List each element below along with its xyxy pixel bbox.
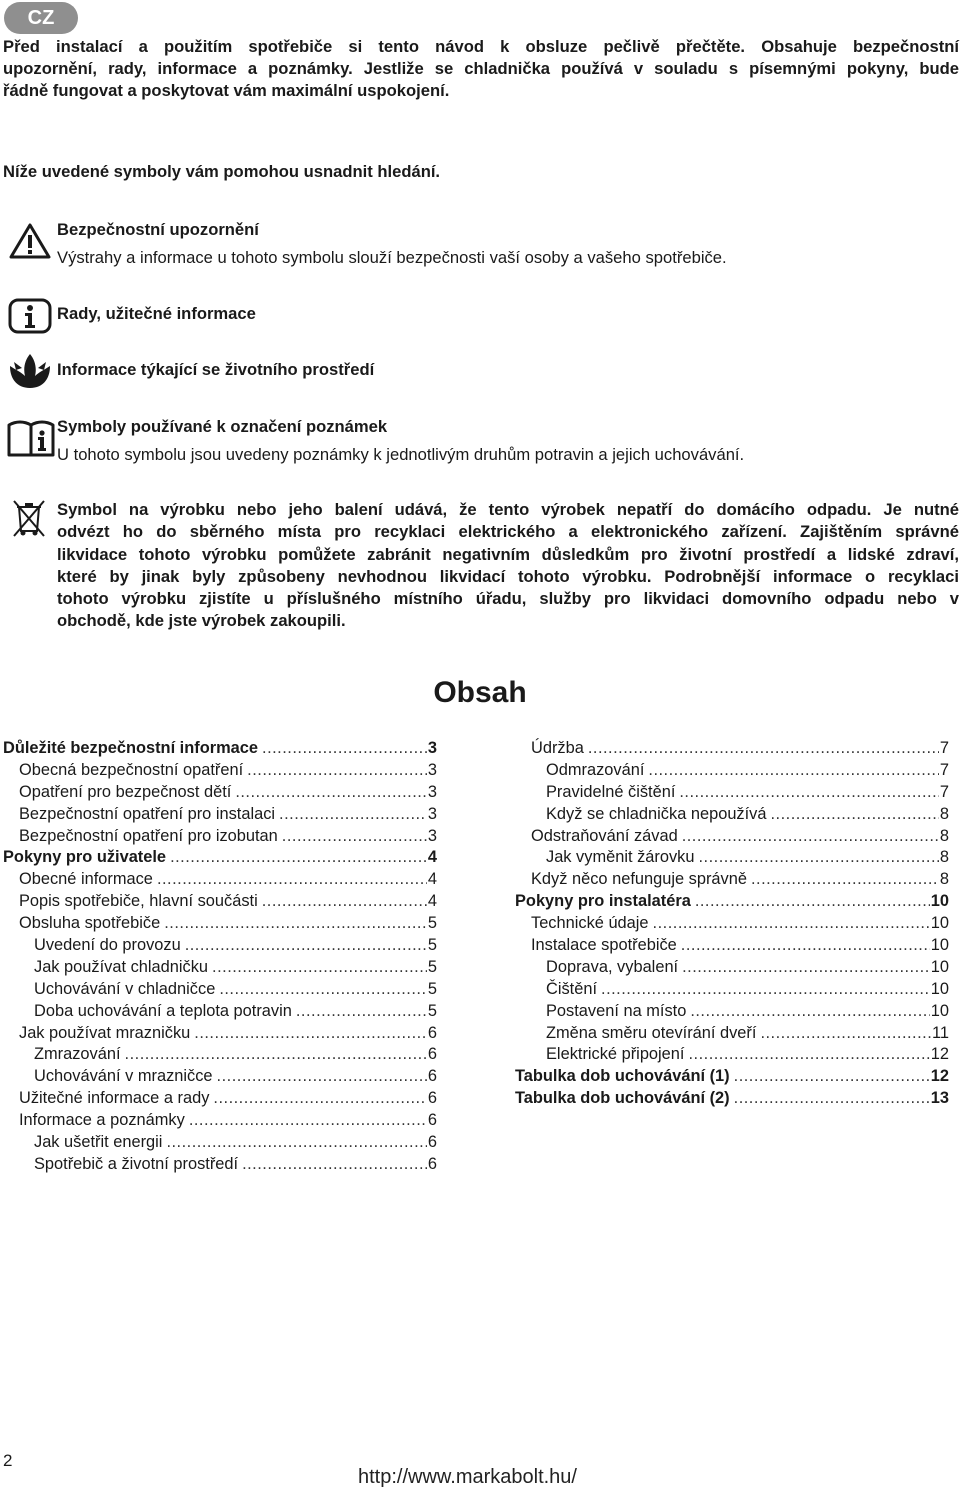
- toc-dot-leader: [166, 1132, 426, 1154]
- toc-entry-label: Změna směru otevírání dveří: [546, 1023, 757, 1042]
- toc-entry-label: Jak používat chladničku: [34, 957, 209, 976]
- toc-entry[interactable]: [515, 891, 949, 913]
- toc-entry-page: 6: [427, 1154, 437, 1173]
- notes-heading: Symboly používané k označení poznámek: [57, 417, 388, 436]
- intro-line: Před instalací a použitím spotřebiče si tento návod k obsluze pečlivě přečtěte. Obsahuje bezpečnostní: [3, 37, 959, 56]
- toc-entry-page: 3: [427, 782, 437, 801]
- toc-entry-label: Opatření pro bezpečnost dětí: [19, 782, 232, 801]
- toc-entry-label: Popis spotřebiče, hlavní součásti: [19, 892, 258, 911]
- toc-entry-page: 3: [427, 739, 437, 757]
- warning-text: Výstrahy a informace u tohoto symbolu slouží bezpečnosti vaší osoby a vašeho spotřebiče.: [57, 248, 727, 267]
- info-icon: [8, 298, 52, 334]
- toc-dot-leader: [282, 826, 427, 848]
- toc-entry-page: 7: [939, 739, 949, 757]
- toc-dot-leader: [601, 979, 930, 1001]
- toc-entry[interactable]: [515, 979, 949, 1001]
- toc-entry[interactable]: [3, 804, 437, 826]
- toc-entry-label: Jak používat mrazničku: [19, 1023, 191, 1042]
- toc-entry-label: Spotřebič a životní prostředí: [34, 1154, 239, 1173]
- intro-line: upozornění, rady, informace a poznámky. Jestliže se chladnička používá v souladu s písemnými pokyny, bude: [3, 59, 959, 78]
- toc-entry[interactable]: [3, 1001, 437, 1023]
- toc-entry[interactable]: [3, 1132, 437, 1154]
- toc-entry[interactable]: [515, 760, 949, 782]
- toc-entry-label: Tabulka dob uchovávání (2): [515, 1089, 730, 1108]
- toc-dot-leader: [213, 1088, 426, 1110]
- toc-entry-page: 3: [427, 804, 437, 823]
- toc-dot-leader: [296, 1001, 427, 1023]
- notes-text: U tohoto symbolu jsou uvedeny poznámky k jednotlivým druhům potravin a jejich uchovávání.: [57, 445, 745, 464]
- toc-dot-leader: [682, 826, 939, 848]
- toc-dot-leader: [695, 891, 930, 913]
- toc-entry-label: Uvedení do provozu: [34, 936, 181, 955]
- warning-heading: Bezpečnostní upozornění: [57, 220, 259, 239]
- toc-entry-page: 6: [427, 1045, 437, 1064]
- toc-entry-label: Instalace spotřebiče: [531, 936, 677, 955]
- weee-line: tohoto výrobku zjistíte u příslušného místního úřadu, služby pro likvidaci domovního odpadu nebo v: [57, 589, 959, 609]
- toc-dot-leader: [751, 869, 939, 891]
- toc-entry[interactable]: [3, 738, 437, 760]
- toc-entry-page: 8: [939, 848, 949, 867]
- toc-dot-leader: [170, 847, 427, 869]
- toc-entry-label: Technické údaje: [531, 914, 649, 933]
- toc-dot-leader: [262, 891, 427, 913]
- toc-entry-label: Zmrazování: [34, 1045, 121, 1064]
- toc-entry[interactable]: [515, 935, 949, 957]
- toc-dot-leader: [760, 1023, 931, 1045]
- weee-line: odvézt ho do sběrného místa pro recyklaci elektrického a elektronického zařízení. Zajištěním správné: [57, 522, 959, 542]
- toc-entry-page: 4: [427, 848, 437, 867]
- environment-leaf-icon: [8, 352, 52, 390]
- toc-dot-leader: [189, 1110, 427, 1132]
- toc-entry[interactable]: [3, 869, 437, 891]
- page-number: 2: [3, 1451, 13, 1470]
- toc-entry[interactable]: [515, 804, 949, 826]
- toc-entry[interactable]: [3, 782, 437, 804]
- toc-entry-page: 6: [427, 1023, 437, 1042]
- toc-dot-leader: [681, 935, 930, 957]
- toc-entry-label: Tabulka dob uchovávání (1): [515, 1067, 730, 1086]
- toc-title: Obsah: [433, 676, 527, 709]
- toc-entry-page: 12: [930, 1067, 949, 1086]
- toc-dot-leader: [279, 804, 427, 826]
- toc-entry-page: 5: [427, 936, 437, 955]
- toc-entry-page: 10: [930, 892, 949, 911]
- toc-dot-leader: [688, 1044, 929, 1066]
- toc-entry[interactable]: [515, 1001, 949, 1023]
- toc-left-column: [3, 738, 437, 1176]
- toc-entry[interactable]: [3, 1023, 437, 1045]
- intro-paragraph: [3, 36, 959, 102]
- toc-entry-label: Jak vyměnit žárovku: [546, 848, 695, 867]
- warning-icon: [8, 222, 52, 260]
- toc-dot-leader: [219, 979, 427, 1001]
- toc-entry-label: Pokyny pro instalatéra: [515, 892, 691, 911]
- info-heading: Rady, užitečné informace: [57, 304, 256, 323]
- toc-entry-label: Důležité bezpečnostní informace: [3, 739, 259, 757]
- toc-entry[interactable]: [515, 913, 949, 935]
- toc-dot-leader: [679, 782, 939, 804]
- toc-dot-leader: [235, 782, 427, 804]
- toc-dot-leader: [771, 804, 939, 826]
- toc-entry-page: 10: [930, 957, 949, 976]
- toc-entry-page: 8: [939, 826, 949, 845]
- toc-entry-page: 8: [939, 804, 949, 823]
- toc-entry-label: Pokyny pro uživatele: [3, 848, 167, 867]
- toc-entry[interactable]: [3, 1110, 437, 1132]
- toc-dot-leader: [648, 760, 938, 782]
- toc-entry-page: 3: [427, 760, 437, 779]
- toc-entry[interactable]: [3, 979, 437, 1001]
- toc-entry[interactable]: [515, 847, 949, 869]
- toc-entry-page: 12: [930, 1045, 949, 1064]
- toc-entry-label: Doba uchovávání a teplota potravin: [34, 1001, 292, 1020]
- toc-entry-page: 6: [427, 1133, 437, 1152]
- weee-paragraph: [57, 499, 959, 633]
- toc-entry-label: Údržba: [531, 739, 584, 757]
- toc-entry[interactable]: [515, 869, 949, 891]
- environment-heading: Informace týkající se životního prostředí: [57, 360, 375, 379]
- symbols-lead: Níže uvedené symboly vám pomohou usnadnit hledání.: [3, 162, 441, 181]
- info-section: [57, 303, 256, 325]
- toc-entry-label: Užitečné informace a rady: [19, 1089, 210, 1108]
- toc-entry[interactable]: [3, 957, 437, 979]
- toc-entry[interactable]: [3, 913, 437, 935]
- toc-dot-leader: [185, 935, 427, 957]
- toc-entry-label: Uchovávání v mrazničce: [34, 1067, 213, 1086]
- toc-dot-leader: [164, 913, 427, 935]
- toc-dot-leader: [157, 869, 427, 891]
- toc-entry-page: 5: [427, 1001, 437, 1020]
- toc-dot-leader: [690, 1001, 929, 1023]
- toc-dot-leader: [262, 738, 427, 760]
- toc-entry[interactable]: [515, 782, 949, 804]
- toc-entry-label: Doprava, vybalení: [546, 957, 679, 976]
- toc-entry-page: 8: [939, 870, 949, 889]
- toc-entry-label: Obecná bezpečnostní opatření: [19, 760, 244, 779]
- book-info-icon: [6, 417, 56, 459]
- toc-dot-leader: [125, 1044, 427, 1066]
- toc-entry-page: 10: [930, 914, 949, 933]
- toc-entry-label: Jak ušetřit energii: [34, 1133, 163, 1152]
- language-badge: CZ: [4, 2, 78, 34]
- toc-entry[interactable]: [515, 1088, 949, 1110]
- toc-entry-label: Elektrické připojení: [546, 1045, 685, 1064]
- environment-section: [57, 359, 374, 381]
- weee-line: obchodě, kde jste výrobek zakoupili.: [57, 611, 346, 631]
- toc-entry-label: Bezpečnostní opatření pro izobutan: [19, 826, 278, 845]
- toc-entry-label: Odstraňování závad: [531, 826, 678, 845]
- toc-entry-label: Uchovávání v chladničce: [34, 979, 216, 998]
- toc-entry[interactable]: [515, 738, 949, 760]
- toc-dot-leader: [242, 1154, 427, 1176]
- toc-entry-label: Když se chladnička nepoužívá: [546, 804, 767, 823]
- toc-entry[interactable]: [515, 826, 949, 848]
- toc-entry[interactable]: [515, 1044, 949, 1066]
- toc-entry-page: 4: [427, 892, 437, 911]
- toc-entry-page: 10: [930, 936, 949, 955]
- toc-entry-page: 7: [939, 782, 949, 801]
- toc-dot-leader: [734, 1088, 930, 1110]
- warning-section: [57, 219, 727, 269]
- toc-dot-leader: [682, 957, 930, 979]
- toc-entry-page: 4: [427, 870, 437, 889]
- toc-entry-page: 6: [427, 1089, 437, 1108]
- notes-section: [57, 416, 744, 466]
- weee-line: Symbol na výrobku nebo jeho balení udává, že tento výrobek nepatří do domácího odpadu. Je nutné: [57, 500, 959, 519]
- toc-entry-label: Postavení na místo: [546, 1001, 687, 1020]
- toc-dot-leader: [698, 847, 938, 869]
- toc-dot-leader: [217, 1066, 427, 1088]
- toc-entry[interactable]: [515, 957, 949, 979]
- weee-line: které by jinak byly způsobeny nevhodnou likvidací tohoto výrobku. Podrobnější informace o recyklaci: [57, 566, 959, 586]
- toc-dot-leader: [734, 1066, 930, 1088]
- toc-entry-page: 10: [930, 979, 949, 998]
- toc-entry[interactable]: [515, 1023, 949, 1045]
- toc-entry-label: Čištění: [546, 979, 598, 998]
- toc-dot-leader: [588, 738, 939, 760]
- toc-right-column: [515, 738, 949, 1110]
- toc-dot-leader: [247, 760, 427, 782]
- crossed-bin-icon: [12, 498, 46, 538]
- toc-dot-leader: [653, 913, 930, 935]
- toc-dot-leader: [212, 957, 427, 979]
- toc-entry-page: 5: [427, 957, 437, 976]
- toc-dot-leader: [194, 1023, 427, 1045]
- toc-entry[interactable]: [3, 1066, 437, 1088]
- toc-entry-label: Informace a poznámky: [19, 1111, 185, 1130]
- toc-entry-page: 3: [427, 826, 437, 845]
- toc-entry-page: 10: [930, 1001, 949, 1020]
- toc-entry-page: 7: [939, 760, 949, 779]
- toc-entry[interactable]: [3, 760, 437, 782]
- toc-entry[interactable]: [3, 826, 437, 848]
- toc-entry[interactable]: [3, 1154, 437, 1176]
- toc-entry-page: 5: [427, 979, 437, 998]
- toc-entry-label: Bezpečnostní opatření pro instalaci: [19, 804, 276, 823]
- footer-url[interactable]: http://www.markabolt.hu/: [358, 1466, 577, 1488]
- toc-entry-label: Pravidelné čištění: [546, 782, 676, 801]
- toc-entry-page: 11: [931, 1023, 949, 1042]
- toc-entry[interactable]: [3, 891, 437, 913]
- toc-entry[interactable]: [3, 1044, 437, 1066]
- toc-entry[interactable]: [3, 1088, 437, 1110]
- toc-entry-page: 5: [427, 914, 437, 933]
- weee-line: likvidace tohoto výrobku pomůžete zabránit negativním důsledkům pro životní prostředí a lidské zdraví,: [57, 544, 959, 564]
- toc-entry-page: 6: [427, 1067, 437, 1086]
- toc-entry-page: 13: [930, 1089, 949, 1108]
- toc-entry[interactable]: [3, 847, 437, 869]
- toc-entry[interactable]: [515, 1066, 949, 1088]
- toc-entry-label: Když něco nefunguje správně: [531, 870, 747, 889]
- toc-entry[interactable]: [3, 935, 437, 957]
- toc-entry-page: 6: [427, 1111, 437, 1130]
- toc-entry-label: Obecné informace: [19, 870, 153, 889]
- intro-line: řádně fungovat a poskytovat vám maximální uspokojení.: [3, 81, 450, 100]
- toc-entry-label: Obsluha spotřebiče: [19, 914, 161, 933]
- toc-entry-label: Odmrazování: [546, 760, 645, 779]
